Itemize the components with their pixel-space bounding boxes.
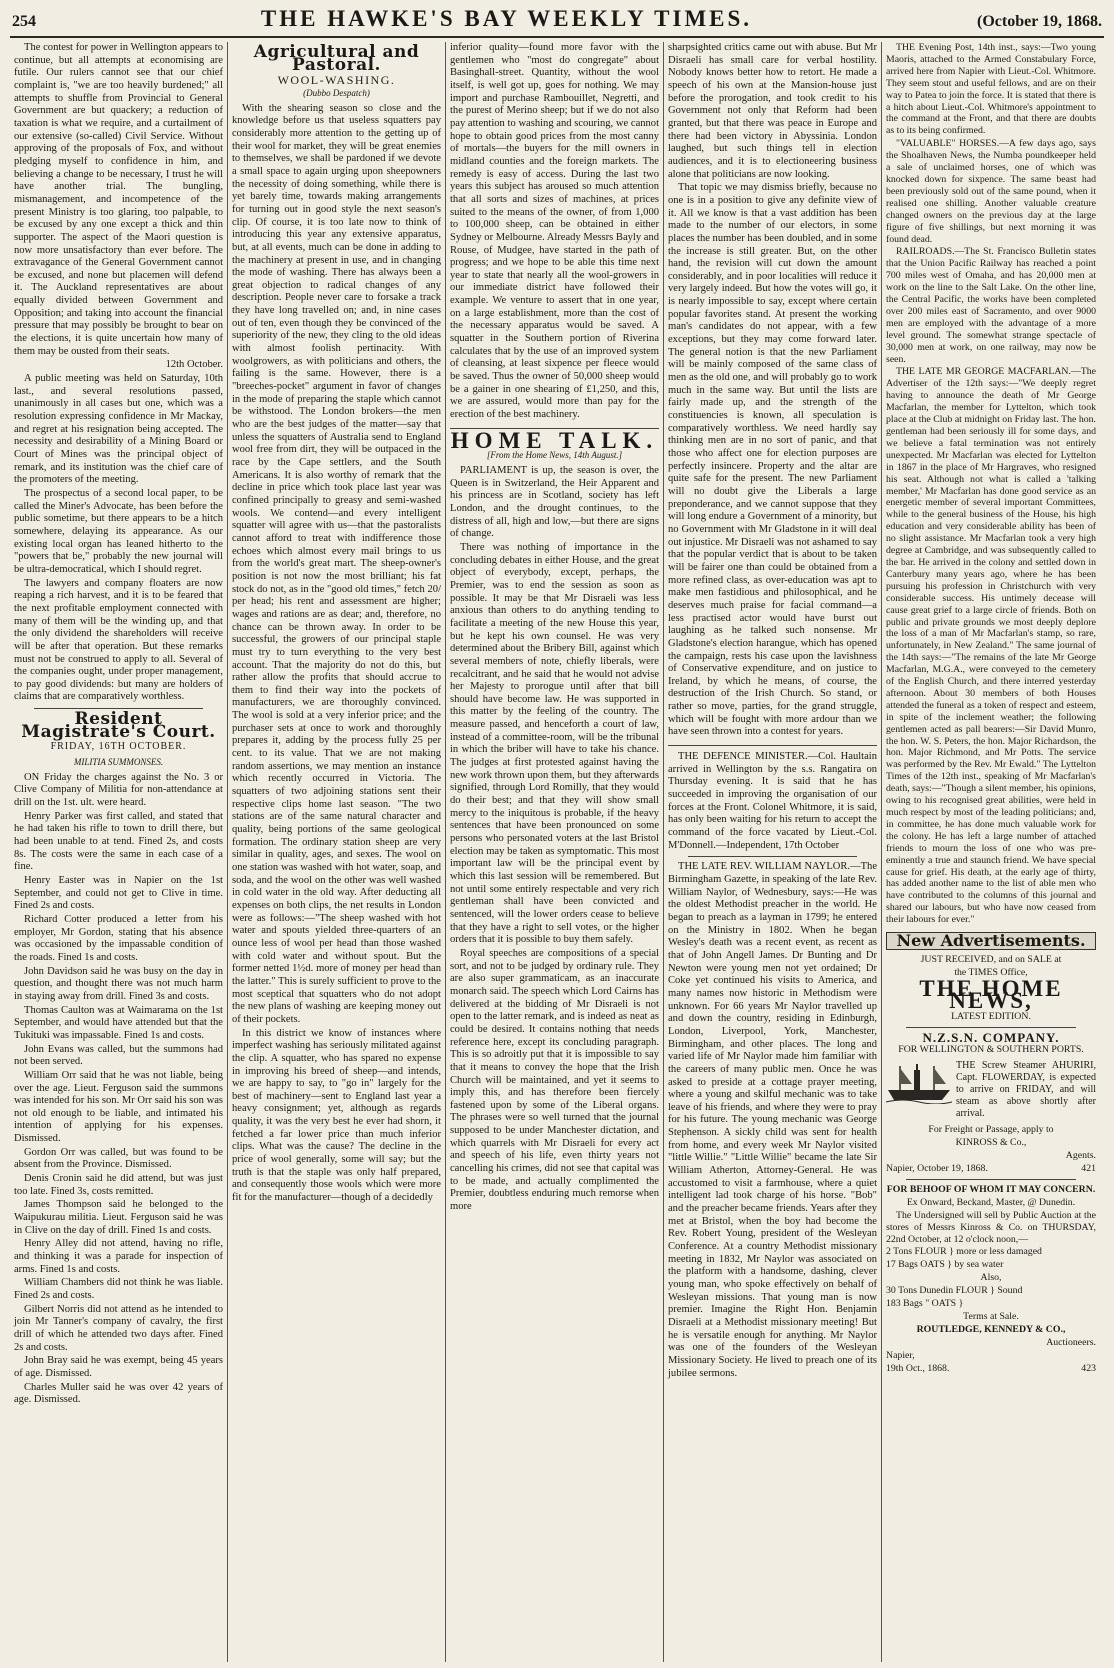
court-entry: Henry Alley did not attend, having no rifle, and thinking it was a parade for inspection of arms. Fined 1s and costs. <box>14 1238 223 1275</box>
court-entry: James Thompson said he belonged to the Waipukurau militia. Lieut. Ferguson said he was in Clive on the day of drill. Fined 1s and costs. <box>14 1199 223 1236</box>
court-entry: John Davidson said he was busy on the day in question, and thought there was not much harm in staying away from drill. Fined 3s and costs. <box>14 965 223 1002</box>
divider <box>906 1027 1076 1028</box>
home-talk-source: [From the Home News, 14th August.] <box>486 450 623 461</box>
ad-firm: ROUTLEDGE, KENNEDY & CO., <box>916 1323 1066 1335</box>
court-entry: Henry Easter was in Napier on the 1st September, and could not get to Clive in time. Fined 2s and costs. <box>14 875 223 912</box>
page-number: 254 <box>12 13 36 30</box>
paragraph: The prospectus of a second local paper, to be called the Miner's Advocate, has been before the public sometime, but there appears to be a hitch somewhere, delaying its appearance. As our existing local organ has leaned hitherto to the "powers that be," probably the new journal will be ultra-democratical, which I should regret. <box>14 487 223 575</box>
column-5 <box>882 42 1100 1662</box>
divider <box>688 856 857 857</box>
ad-item: 2 Tons FLOUR } more or less damaged <box>886 1246 1042 1258</box>
column-2 <box>228 42 446 1662</box>
ad-agent: KINROSS & Co., <box>955 1137 1027 1149</box>
ad-number: 423 <box>1081 1362 1096 1374</box>
issue-date: (October 19, 1868. <box>976 13 1102 30</box>
paragraph: Royal speeches are compositions of a special sort, and not to be judged by ordinary rule. They are also super grammaticam, as an inaccurate monarch said. The speech which Lord Cairns has delivered at the bidding of Mr Disraeli is not open to the latter remark, and is indeed as neat as could be desired. It contains nothing that needs reference here, except its concluding paragraph. This is so adroitly put that it is impossible to say that it means to convey the hope that the Irish Church will be maintained, and yet it seems to imply this, and has therefore been fiercely fastened upon by some of the Liberal organs. The phrases were so well turned that the journal supposed to be under Manchester dictation, and which quarrels with Mr Disraeli for every act and speech of his life, even thirty years not cancelling his crimes, did not see that capital was to be made, and actually complimented the Premier, doubtless enduring much remorse when more <box>450 947 659 1213</box>
court-entry: Henry Parker was first called, and stated that he had taken his rifle to town to drill there, but had been unable to at tend. Fined 2s, and costs 8s. The costs were the same in each case of a fine. <box>14 810 223 873</box>
court-entry: Gilbert Norris did not attend as he intended to join Mr Tanner's company of cavalry, the first drill of which he attended two days after. Fined 2s and costs. <box>14 1303 223 1353</box>
ad-title-home-news: THE HOME NEWS, <box>919 975 1063 1013</box>
paragraph: In this district we know of instances where imperfect washing has seriously militated against the clip. A squatter, who has spared no expense in improving his breed of sheep—and intends, we are happy to say, to "go in" largely for the best of machinery—sent to England last year a heavy consignment; yet, although as regards quality, it was the very best he ever had shorn, it fetched a far lower price than much inferior clips. What was the cause? The decline in the price of wool generally, some will say; but the truth is that the staple was only half prepared, and consequently those wools which were more fit for the manufacturer—though of a decidedly <box>232 1027 441 1204</box>
ad-item: 17 Bags OATS } by sea water <box>886 1259 1004 1271</box>
article-source: (Dubbo Despatch) <box>303 87 370 98</box>
steamship-icon <box>886 1060 952 1104</box>
news-item-defence-minister: THE DEFENCE MINISTER.—Col. Haultain arrived in Wellington by the s.s. Rangatira on Thursday evening. It is said that he has succeeded in improving the organisation of our forces at the Front. Colonel Whitmore, it is said, has only been waiting for his return to accept the command of the force vacated by Lieut.-Col. M'Donnell.—Independent, 17th October <box>668 751 877 851</box>
paragraph: With the shearing season so close and the knowledge before us that useless squatters pay considerably more attention to the getting up of their wool for market, they will be great enemies to themselves, we shall be pardoned if we devote a small space to again urging upon sheepowners the necessity of doing something, while there is yet barely time, towards making arrangements for turning out in good style the next season's clip. Of course, it is too late now to think of introducing this year any extensive apparatus, but, at all events, much can be done in adding to the machinery at present in use, and in changing the mode of washing. There has always been a great objection to radical changes of any description. People never care to forsake a track they have long travelled on; and, in nine cases out of ten, even though they be convinced of the superiority of the new, they cling to the old ideas with almost foolish pertinacity. With woolgrowers, as with politicians and others, the failing is the same. However, there is a "breeches-pocket" argument in favor of changes in the mode of preparing the staple which cannot be withstood. The London brokers—the men who are the best judges of the matter—say that unless the squatters of Australia send to England wool free from dirt, they will be outpaced in the race by the Cape settlers, and the South Americans. It is also worthy of remark that the decline in price which took place last year was confined principally to greasy and semi-washed wools. We contend—and every intelligent squatter will agree with us—that the pastoralists cannot afford to treat with indifference those echoes which almost every mail brings to us from the world's great mart. The sheep-owner's position is not now the most brilliant; his fat stock do not, as in the "good old times," fetch 20/ per head; his rent and assessment are higher; wages and rations are as dear; and, therefore, no chance can be thrown away. In order to be successful, the growers of our principal staple must try to turn everything to the very best account. That the majority do not do this, but rather allow the profits that should accrue to them to find their way into the pockets of manufacturers, we are thoroughly convinced. The wool is sold at a very inferior price; and the purchaser sets at once to work and thoroughly prepares it, adding by the process fully 25 per cent. to its value. That we are not making random assertions, we may mention an instance which recently occurred in Victoria. The squatters of two adjoining stations sent their respective clips home last season. "The two stations are of the same natural character and quality, being portions of the same geological formation. The ordinary station sheep are very similar in quality, ages, and sexes. The wool on one station was washed with hot water, soap, and soda, and the wool on the other was well washed in cold water in the old way. After deducting all expenses on both clips, the net results in London were as follows:—"The sheep washed with hot water and spouts yielded three-quarters of an ounce less of wool per head than those washed with cold water and without spout. But the former netted 1½d. more of money per head than the latter." This is surely sufficient to prove to the most sceptical that squatters who do not adopt the new plans of washing are keeping money out of their pockets. <box>232 102 441 1025</box>
paragraph: That topic we may dismiss briefly, because no one is in a position to give any definite view of it. All we know is that a vast addition has been made to the number of our electors, in some places the number has been doubled, and in some the increase is still greater. But, on the other hand, the revision will cut down the amount considerably, and in poor localities will reduce it very largely indeed. But how the votes will go, it is nearly impossible to say, except where certain popular favorites stand. At present the working man's candidates do not appear, with a few exceptions, but they may come forward later. The general notion is that the new Parliament will be mainly composed of the same class of men as the old one, and will probably go to work much in the same way. But until the lists are fairly made up, and the strength of the constituencies is known, all speculation is comparatively worthless. We need hardly say thinking men are in no sort of panic, and that those who affect one for election purposes are perfectly insincere. Property and the altar are quite safe for the present. The new Parliament will no doubt give the Liberals a large preponderance, and we cannot suppose that they will long endure a Government of a minority, but no Government with Mr Gladstone in it will deal out injustice. Mr Disraeli was not ashamed to say that the popular verdict that is about to be taken will be fairer one than could be obtained from a more refined class, as over-education was apt to make men fastidious and philosophical, and he deserves much praise for facial command—a less practised actor would have burst out laughing as he talked such nonsense. Mr Gladstone's election harangue, which has opened the campaign, rests his case upon the lavishness of Conservative expenditure, and on justice to Ireland, by which he means, of course, the destruction of the Irish Church. So stand, or rather so move, parties, for the grand struggle, which will be fought with more ardour than we have seen thrown into a contest for years. <box>668 182 877 738</box>
ad-text: LATEST EDITION. <box>951 1010 1031 1022</box>
divider <box>668 745 877 746</box>
court-date: FRIDAY, 16TH OCTOBER. <box>50 741 187 753</box>
paragraph: A public meeting was held on Saturday, 10th last., and several resolutions passed, unanimously in all cases but one, which was a resolution expressing confidence in Mr Mackay, and regret at his resignation being accepted. The necessity and desirability of a Mining Board or Court of Mines was the principal object of remark, and its institution was the chief care of the promoters of the meeting. <box>14 373 223 486</box>
news-item-evening-post: THE Evening Post, 14th inst., says:—Two young Maoris, attached to the Armed Constabulary Force, arrived here from Napier with Lieut.-Col. Whitmore. They seem stout and useful fellows, and are on their way to Patea to join the force. It is stated that there is a hitch about Lieut.-Col. Whitmore's appointment to the command at the Front, and that there are doubts as to its being confirmed. <box>886 42 1096 137</box>
article-title: WOOL-WASHING. <box>277 73 396 88</box>
ad-title-auction: FOR BEHOOF OF WHOM IT MAY CONCERN. <box>886 1183 1096 1195</box>
ad-text: Agents. <box>1065 1150 1096 1162</box>
columns <box>10 42 1104 1662</box>
court-entry: Richard Cotter produced a letter from his employer, Mr Gordon, stating that his absence was occasioned by the impassable condition of the roads. Fined 1s and costs. <box>14 913 223 963</box>
ad-text: Also, <box>980 1272 1002 1284</box>
ad-item: 30 Tons Dunedin FLOUR } Sound <box>886 1285 1023 1297</box>
ad-text: Ex Onward, Beckand, Master, @ Dunedin. <box>906 1196 1076 1208</box>
column-3 <box>446 42 664 1662</box>
advertisement-home-news <box>886 954 1096 1023</box>
ad-text: JUST RECEIVED, and on SALE at <box>920 953 1062 965</box>
court-entry: John Bray said he was exempt, being 45 years of age. Dismissed. <box>14 1355 223 1379</box>
ad-footer <box>886 1363 1096 1375</box>
section-heading-agricultural: Agricultural and Pastoral. <box>253 42 420 75</box>
dateline: 12th October. <box>165 359 223 371</box>
section-heading-court: Resident Magistrate's Court. <box>21 709 216 742</box>
paragraph: inferior quality—found more favor with the gentlemen who "most do congregate" about Basinghall-street. Quantity, without the wool itself, is well got up, goes for nothing. We may import and purchase Rambouillet, Negretti, and the purest of Merino sheep; but if we do not also pay attention to washing and scouring, we cannot hope to obtain good prices from the most canny of mortals—the buyers for the mill owners in midland counties and the foreign markets. The remedy is easy of access. During the last two years this subject has aroused so much attention that all sorts and sizes of machines, at prices suited to the means of the owner, of from 1,000 to 100,000 sheep, can be obtained in either Sydney or Melbourne. Already Messrs Bayly and Rouse, of Mudgee, have started in the path of progress; and we hope to be able this time next year to state that nearly all the wool-growers in our immediate district have followed their example. We venture to assert that in one year, on a large establishment, more than the cost of the necessary apparatus would be saved. A squatter in the Southern portion of Riverina calculates that by the use of an improved system of cleansing, at least sixpence per fleece would be saved. Thus the owner of 50,000 sheep would be a gainer in one shearing of £1,250, and this, we are assured, would more than pay for the erection of the best machinery. <box>450 42 659 421</box>
paragraph: sharpsighted critics came out with abuse. But Mr Disraeli has small care for verbal hostility. Nobody knows better how to retort. He made a speech of his own at the Mansion-house just before the prorogation, and took credit to his Government not only that Reform had been granted, but that there was peace in Europe and there had been victory in Abyssinia. London laughed, but such things tell in election audiences, and it is to electioneering business alone that politicians are now looking. <box>668 42 877 180</box>
news-item-valuable-horses: "VALUABLE" HORSES.—A few days ago, says the Shoalhaven News, the Numba poundkeeper held a sale of unclaimed horses, one of which was knocked down for sixpence. The same beast had been previously sold out of the same pound, when it realised one shilling. Another valuable creature changed owners on the previous day at the large figure of five shillings, but next morning it was found dead. <box>886 138 1096 245</box>
ad-text: For Freight or Passage, apply to <box>928 1124 1054 1136</box>
paragraph: The contest for power in Wellington appears to continue, but all attempts at economising are futile. Our rulers cannot see that our chief complaint is, "we are too heavily burdened;" all attempts to shuffle from Provincial to General Government are but quackery; a reduction of taxation is what we require, and a curtailment of our extensive (so-called) Civil Service. Without approving of the proposals of Fox, and without pledging myself to confidence in him, and believing a change to be necessary, I trust he will have another trial. The bungling, mismanagement, and incompetence of the present Ministry is too glaring, too palpable, to be excused by any one except a thick and thin supporter. The aspect of the Maori question is now more unsatisfactory than ever before. The extravagance of the General Government cannot be excused, and none but placemen will defend it. The Auckland representatives are about equally divided between Government and Opposition; and taking into account the financial pressure that may possibly be brought to bear on the elections, it is quite uncertain how many of them may be ousted from their seats. <box>14 42 223 357</box>
advertisements-heading: New Advertisements. <box>886 932 1096 950</box>
ad-text: Terms at Sale. <box>963 1311 1019 1322</box>
ad-item: 183 Bags " OATS } <box>886 1298 964 1310</box>
news-item-railroads: RAILROADS.—The St. Francisco Bulletin states that the Union Pacific Railway has reached a point 700 miles west of Omaha, and has 20,000 men at work on the line to the Salt Lake. On the other line, the Central Pacific, the works have been completed over 200 miles east of Sacramento, and over 9000 men are employed with the advantage of a more level ground. The somewhat strange spectacle of 30,000 men at work, on one railway, may now be seen. <box>886 246 1096 365</box>
news-item-naylor: THE LATE REV. WILLIAM NAYLOR.—The Birmingham Gazette, in speaking of the late Rev. William Naylor, of Wednesbury, says:—He was the oldest Methodist preacher in the world. He began to preach as a layman in 1799; he entered on the Ministry in 1802. When he began Wesley's death was a recent event, as recent as that of John Angell James. Dr Bunting and Dr Newton were young men not yet ordained; Dr Coke yet continued his visits to America, and many names now historic in Methodism were unknown. For 66 years Mr Naylor travelled up and down the country, residing in Edinburgh, London, Liverpool, York, Manchester, Birmingham, and other places. The long and varied life of Mr Naylor made him familiar with the careers of many public men. Once he was asked to preside at a cottage prayer meeting, where a young and skilful mechanic was to take leave of his friends, and where they were to pray for his future. The young mechanic was George Stephenson. A sickly child was sent for health from home, and every week Mr Naylor visited "little Willie." "Little Willie" became the late Sir William Atherton, Attorney-General. He was accustomed to visit a farmhouse, where a quiet intelligent lad took charge of his horse. "Bob" and the preacher became friends. Years after they met at Bristol, when the boy had become the Rev. Robert Young, president of the Wesleyan Conference. At a country Methodist missionary meeting in 1832, Mr Naylor was associated on the platform with a handsome, dashing, clever young man, who spoke effectively on behalf of Wesleyan missions. That young man is now premier. Imagine the Right Hon. Benjamin Disraeli at a Methodist missionary meeting! But he is versatile enough for anything. Mr Naylor was one of the founders of the Wesleyan Missionary Society. He lived to preach one of its jubilee sermons. <box>668 861 877 1379</box>
ad-place: Napier, <box>886 1349 915 1361</box>
court-entry: Thomas Caulton was at Waimarama on the 1st September, and would have attended but that the Tukituki was impassable. Fined 1s and costs. <box>14 1004 223 1041</box>
court-entry: William Orr said that he was not liable, being over the age. Lieut. Ferguson said the summons was intended for his son. Mr Orr said his son was not old enough to be liable, and intimated his intention of applying for his expenses. Dismissed. <box>14 1069 223 1145</box>
steamer-ad <box>886 1060 1096 1120</box>
paragraph: There was nothing of importance in the concluding debates in either House, and the great object of everybody, except, perhaps, the Premier, was to end the session as soon as possible. It may be that Mr Disraeli was less anxious than others to do anything tending to facilitate a meeting of the new House this year, but he kept his own counsel. He was very determined about the Bribery Bill, against which several members of note, chiefly liberals, were recalcitrant, and he said that he would not advise her Majesty to prorogue until after that bill should have become law. He was supported in this matter by the feeling of the country. The measure passed, and henceforth a court of law, instead of a committee-room, will be the tribunal in which the briber will have to take his chance. The judges at first protested against having the new work thrown upon them, but they afterwards signified, through Lord Romilly, that they would do their best; and that they will show small mercy to the iniquitous is probable, if the heavy sentences that have been pronounced on some persons who personated voters at the last Bristol election may be taken as symptomatic. This most important law will be the principal event by which this last session will be remembered. But not until some entirely respectable and very rich gentleman shall have been convicted and sentenced, will the lower orders cease to believe that they have a right to sell votes, or the higher orders that it is possible to buy them safely. <box>450 541 659 946</box>
ad-title-nzsn: N.Z.S.N. COMPANY. <box>922 1029 1060 1045</box>
divider <box>906 1179 1076 1180</box>
column-4 <box>664 42 882 1662</box>
paragraph: The lawyers and company floaters are now reaping a rich harvest, and it is to be feared that the next profitable employment connected with many of them will be the winding up, and that the only dividend the shareholders will receive will be after that operation. But these remarks must not be construed to apply to all. Several of the companies ought, under proper management, to pay good dividends: but many are holders of claims that are comparatively worthless. <box>14 577 223 703</box>
masthead <box>10 6 1104 38</box>
section-heading-home-talk: HOME TALK. <box>450 427 659 453</box>
court-entry: William Chambers did not think he was liable. Fined 2s and costs. <box>14 1277 223 1301</box>
ad-text: Auctioneers. <box>1046 1336 1096 1348</box>
newspaper-title: THE HAWKE'S BAY WEEKLY TIMES. <box>260 6 753 31</box>
court-entry: Denis Cronin said he did attend, but was just too late. Fined 3s, costs remitted. <box>14 1173 223 1197</box>
ad-body: THE Screw Steamer AHURIRI, Capt. FLOWERDAY, is expected to arrive on FRIDAY, and will steam as above shortly after arrival. <box>956 1060 1096 1120</box>
court-entry: Gordon Orr was called, but was found to be absent from the Province. Dismissed. <box>14 1146 223 1171</box>
ad-date: Napier, October 19, 1868. <box>886 1163 988 1175</box>
court-entry: John Evans was called, but the summons had not been served. <box>14 1043 223 1068</box>
court-entry: Charles Muller said he was over 42 years of age. Dismissed. <box>14 1381 223 1406</box>
ad-footer <box>886 1163 1096 1175</box>
court-entry: ON Friday the charges against the No. 3 or Clive Company of Militia for non-attendance at drill on the 1st. ult. were heard. <box>14 771 223 809</box>
paragraph: PARLIAMENT is up, the season is over, the Queen is in Switzerland, the Heir Apparent and his princess are in Scotland, society has left London, and the drought continues, to the distress of all, high and low,—but there are signs of change. <box>450 465 659 540</box>
advertisement-auction <box>886 1184 1096 1375</box>
ad-text: the TIMES Office, <box>954 966 1028 978</box>
advertisement-nzsn <box>886 1029 1096 1175</box>
ad-date: 19th Oct., 1868. <box>886 1362 950 1374</box>
ad-number: 421 <box>1081 1163 1096 1175</box>
court-subheading: MILITIA SUMMONSES. <box>73 757 164 768</box>
news-item-macfarlan: THE LATE MR GEORGE MACFARLAN.—The Advertiser of the 12th says:—"We deeply regret having to announce the death of Mr George Macfarlan, the member for Lyttelton, which took place at the Club at midnight on Friday last. The hon. gentleman had been seriously ill for some days, and we believe a fatal termination was not entirely unexpected. Mr Macfarlan was elected for Lyttelton in 1867 in the place of Mr Hargraves, who resigned his seat. Although not what is called a 'talking member,' Mr Macfarlan has done good service as an energetic member of several important Committees, while to the general business of the House, his high education and very considerable ability has been of no slight assistance. Mr Macfarlan took a very high degree at Cambridge, and was subsequently called to the bar. He arrived in the colony and settled down in Canterbury many years ago, where he has been pursuing his profession in Christchurch with very considerable success. His untimely decease will cause great grief to a large circle of friends. Both on public and private grounds we most deeply deplore the loss of a man of Mr Macfarlan's stamp, so rare, unfortunately, in New Zealand." The same journal of the 14th says:—"The remains of the late Mr George Macfarlan, M.G.A., were conveyed to the cemetery of the English Church, and there interred yesterday afternoon. About 30 members of both Houses attended the funeral as a token of respect and esteem, in spite of the inclement weather; the following gentlemen acted as pall bearers:—Sir David Munro, the hon. W. S. Peters, the hon. Major Richardson, the hon. Major Richmond, and Mr Potts. The service was performed by the Rev. Mr Ewald." The Lyttelton Times of the 12th inst., speaking of Mr Macfarlan's death, says:—"Though a silent member, his opinions, owing to his recognised great abilities, were held in much respect by most of the leading politicians; and, in committee, he has done much valuable work for the colony. He has left a large number of attached friends to mourn the loss of one who was pre-eminently a true and staunch friend. We have special cause for grief. His death, at the early age of thirty, has added another name to the list of able men who have contributed to the columns of this journal and shared our labours, but who have now ceased from their labours for ever." <box>886 366 1096 926</box>
column-1 <box>10 42 228 1662</box>
ad-body: The Undersigned will sell by Public Auction at the stores of Messrs Kinross & Co. on THURSDAY, 22nd October, at 12 o'clock noon,— <box>886 1209 1096 1245</box>
ad-subtitle: FOR WELLINGTON & SOUTHERN PORTS. <box>898 1044 1084 1056</box>
